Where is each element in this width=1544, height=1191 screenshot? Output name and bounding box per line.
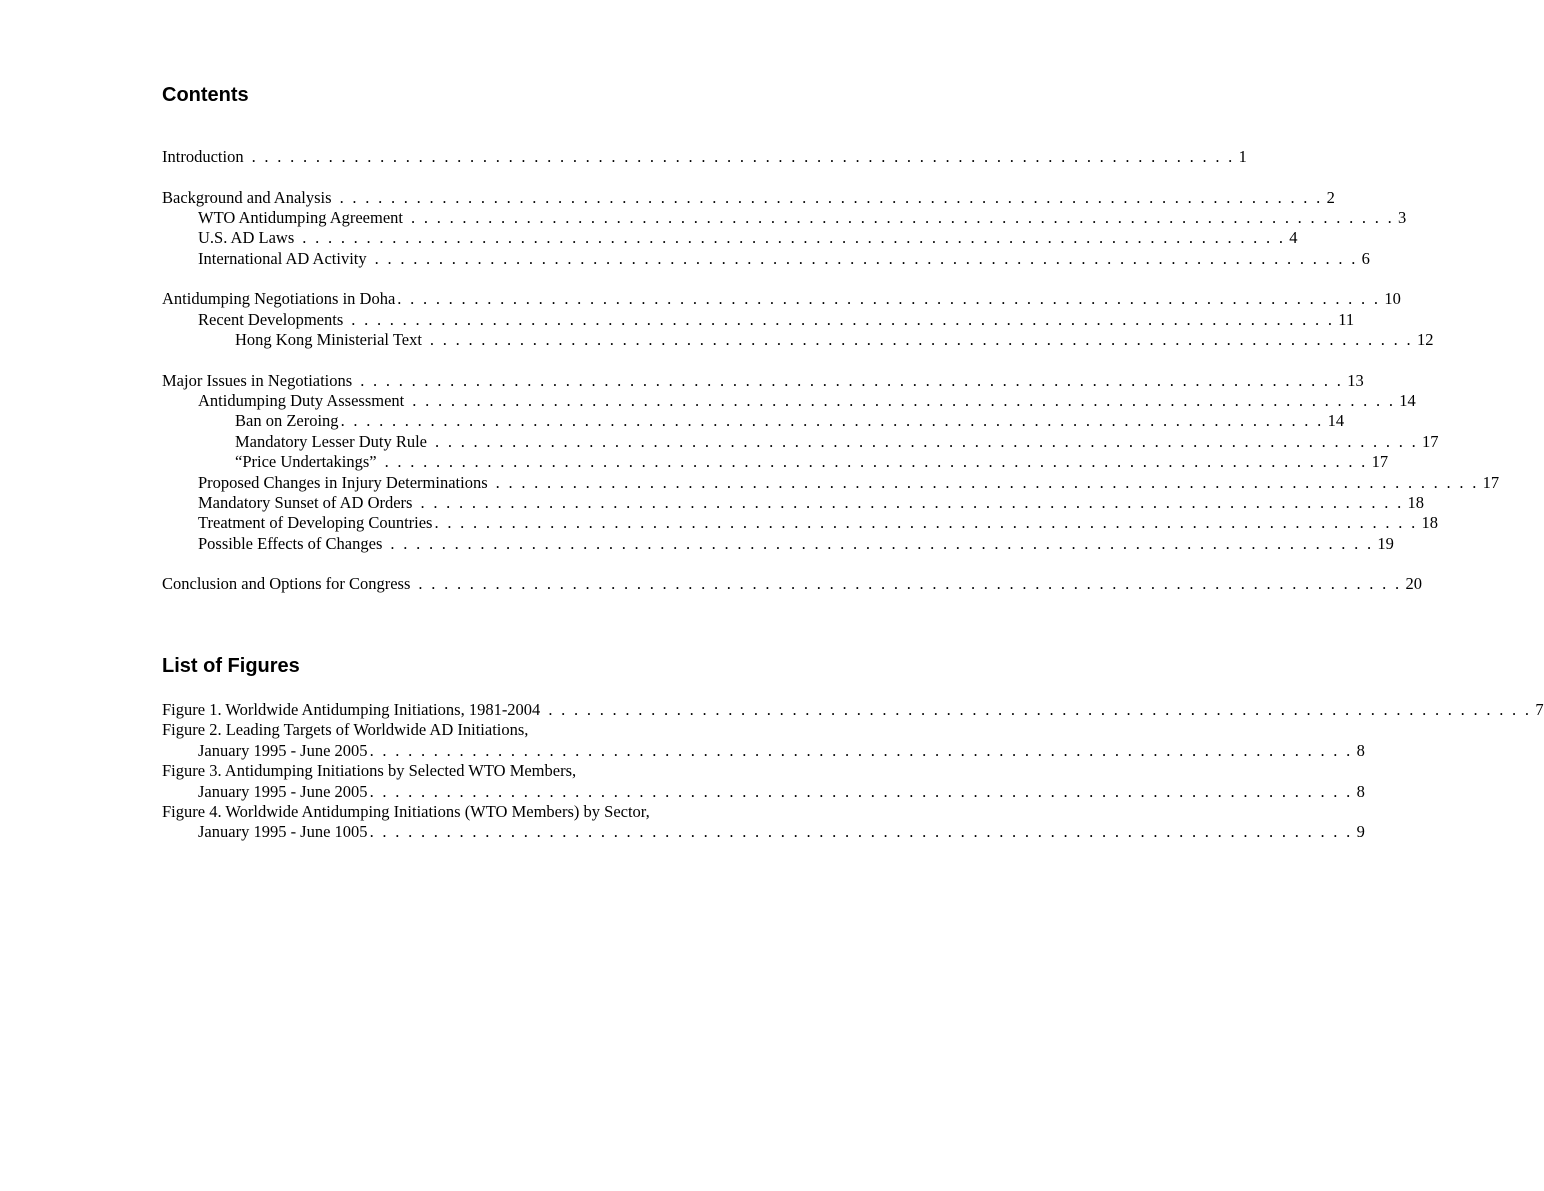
toc-entry-antidumping-duty-assessment[interactable] (162, 391, 1416, 411)
dot-leader: . . . . . . . . . . . . . . . . . . . . . . . . . . . . . . . . . . . . . . . . . . . . . . . . . . . . . . . . . . . . . . . . . . . . . . . . . . . . . (412, 391, 1396, 411)
toc-page-number: 1 (1238, 147, 1247, 166)
toc-entry-label: Mandatory Lesser Duty Rule (235, 431, 427, 451)
figure-page-number: 9 (1356, 822, 1365, 842)
toc-entry-antidumping-negotiations-in-doha[interactable] (162, 289, 1401, 309)
dot-leader: . . . . . . . . . . . . . . . . . . . . . . . . . . . . . . . . . . . . . . . . . . . . . . . . . . . . . . . . . . . . . . . . . . . . . . . . . . . . . (369, 822, 1353, 842)
figure-page-number: 8 (1356, 740, 1365, 760)
toc-entry-label: Hong Kong Ministerial Text (235, 330, 422, 350)
figure-entry-label: Figure 1. Worldwide Antidumping Initiations, 1981-2004 (162, 700, 541, 719)
dot-leader: . . . . . . . . . . . . . . . . . . . . . . . . . . . . . . . . . . . . . . . . . . . . . . . . . . . . . . . . . . . . . . . . . . . . . . . . . . . . . (411, 207, 1395, 227)
figure-entry-2-title[interactable]: Figure 2. Leading Targets of Worldwide AD Initiations, (162, 720, 529, 740)
toc-entry-proposed-changes-in-injury-determinations[interactable] (162, 472, 1500, 493)
toc-page-number: 2 (1326, 187, 1335, 207)
toc-entry-label: Ban on Zeroing (235, 411, 339, 431)
toc-entry-label: Recent Developments (198, 309, 344, 329)
figure-entry-2[interactable] (162, 740, 1365, 761)
list-of-figures (162, 700, 1544, 843)
figure-entry-continuation: January 1995 - June 2005 (198, 781, 368, 801)
dot-leader: . . . . . . . . . . . . . . . . . . . . . . . . . . . . . . . . . . . . . . . . . . . . . . . . . . . . . . . . . . . . . . . . . . . . . . . . . . . . . (374, 248, 1358, 268)
toc-page-number: 11 (1338, 309, 1355, 329)
toc-page-number: 17 (1371, 452, 1389, 472)
toc-page-number: 10 (1384, 289, 1401, 309)
dot-leader: . . . . . . . . . . . . . . . . . . . . . . . . . . . . . . . . . . . . . . . . . . . . . . . . . . . . . . . . . . . . . . . . . . . . . . . . . . . . . (384, 452, 1368, 472)
figure-entry-4-title[interactable]: Figure 4. Worldwide Antidumping Initiations (WTO Members) by Sector, (162, 801, 650, 821)
toc-entry-hong-kong-ministerial-text[interactable] (162, 330, 1434, 350)
dot-leader: . . . . . . . . . . . . . . . . . . . . . . . . . . . . . . . . . . . . . . . . . . . . . . . . . . . . . . . . . . . . . . . . . . . . . . . . . . . . . (360, 370, 1344, 390)
toc-page-number: 17 (1422, 431, 1439, 451)
toc-page-number: 4 (1289, 228, 1298, 248)
figure-entry-4[interactable] (162, 822, 1365, 842)
toc-page-number: 20 (1405, 574, 1422, 594)
toc-entry-label: Proposed Changes in Injury Determinations (198, 472, 488, 492)
toc-entry-introduction[interactable] (162, 147, 1247, 167)
dot-leader: . . . . . . . . . . . . . . . . . . . . . . . . . . . . . . . . . . . . . . . . . . . . . . . . . . . . . . . . . . . . . . . . . . . . . . . . . . . . . (429, 330, 1413, 350)
toc-entry-label: “Price Undertakings” (235, 452, 377, 472)
table-of-contents (162, 147, 1500, 595)
contents-heading: Contents (162, 84, 249, 106)
toc-entry-price-undertakings[interactable] (162, 452, 1389, 472)
toc-page-number: 13 (1347, 370, 1364, 390)
list-of-figures-heading: List of Figures (162, 655, 300, 677)
toc-entry-wto-antidumping-agreement[interactable] (162, 207, 1407, 228)
dot-leader: . . . . . . . . . . . . . . . . . . . . . . . . . . . . . . . . . . . . . . . . . . . . . . . . . . . . . . . . . . . . . . . . . . . . . . . . . . . . . (369, 781, 1353, 801)
toc-entry-us-ad-laws[interactable] (162, 228, 1298, 248)
toc-page-number: 12 (1416, 330, 1434, 350)
dot-leader: . . . . . . . . . . . . . . . . . . . . . . . . . . . . . . . . . . . . . . . . . . . . . . . . . . . . . . . . . . . . . . . . . . . . . . . . . . . . . (339, 187, 1323, 207)
toc-entry-conclusion-and-options-for-congress[interactable] (162, 574, 1422, 594)
figure-page-number: 7 (1535, 700, 1544, 719)
figure-entry-continuation: January 1995 - June 1005 (198, 822, 368, 842)
toc-page-number: 14 (1399, 391, 1416, 411)
toc-page-number: 3 (1398, 207, 1407, 227)
toc-entry-label: Major Issues in Negotiations (162, 370, 353, 390)
dot-leader: . . . . . . . . . . . . . . . . . . . . . . . . . . . . . . . . . . . . . . . . . . . . . . . . . . . . . . . . . . . . . . . . . . . . . . . . . . . . . (434, 513, 1418, 533)
toc-entry-label: Mandatory Sunset of AD Orders (198, 493, 413, 513)
toc-entry-label: Introduction (162, 147, 244, 166)
toc-page-number: 18 (1407, 493, 1424, 513)
toc-page-number: 14 (1327, 411, 1345, 431)
dot-leader: . . . . . . . . . . . . . . . . . . . . . . . . . . . . . . . . . . . . . . . . . . . . . . . . . . . . . . . . . . . . . . . . . . . . . . . . . . . . . (418, 574, 1402, 594)
figure-page-number: 8 (1356, 781, 1365, 801)
dot-leader: . . . . . . . . . . . . . . . . . . . . . . . . . . . . . . . . . . . . . . . . . . . . . . . . . . . . . . . . . . . . . . . . . . . . . . . . . . . . . (369, 740, 1353, 760)
figure-entry-3-title[interactable]: Figure 3. Antidumping Initiations by Selected WTO Members, (162, 761, 577, 781)
figure-entry-3[interactable] (162, 781, 1365, 802)
dot-leader: . . . . . . . . . . . . . . . . . . . . . . . . . . . . . . . . . . . . . . . . . . . . . . . . . . . . . . . . . . . . . . . . . . . . . . . . . . . . . (397, 289, 1381, 309)
dot-leader: . . . . . . . . . . . . . . . . . . . . . . . . . . . . . . . . . . . . . . . . . . . . . . . . . . . . . . . . . . . . . . . . . . . . . . . . . . . . . (548, 700, 1532, 719)
toc-entry-ban-on-zeroing[interactable] (162, 411, 1345, 431)
toc-entry-label: Conclusion and Options for Congress (162, 574, 411, 594)
toc-page-number: 19 (1377, 533, 1394, 553)
toc-entry-label: Antidumping Negotiations in Doha (162, 289, 396, 309)
dot-leader: . . . . . . . . . . . . . . . . . . . . . . . . . . . . . . . . . . . . . . . . . . . . . . . . . . . . . . . . . . . . . . . . . . . . . . . . . . . . . (351, 309, 1335, 329)
toc-entry-label: Antidumping Duty Assessment (198, 391, 405, 411)
figure-entry-1[interactable] (162, 700, 1544, 720)
toc-entry-possible-effects-of-changes[interactable] (162, 533, 1394, 554)
toc-entry-label: International AD Activity (198, 248, 367, 268)
toc-entry-label: Treatment of Developing Countries (198, 513, 433, 533)
dot-leader: . . . . . . . . . . . . . . . . . . . . . . . . . . . . . . . . . . . . . . . . . . . . . . . . . . . . . . . . . . . . . . . . . . . . . . . . . . . . . (495, 472, 1479, 492)
toc-entry-mandatory-sunset-of-ad-orders[interactable] (162, 493, 1424, 513)
toc-entry-label: U.S. AD Laws (198, 228, 295, 248)
toc-entry-mandatory-lesser-duty-rule[interactable] (162, 431, 1439, 452)
toc-entry-major-issues-in-negotiations[interactable] (162, 370, 1364, 391)
dot-leader: . . . . . . . . . . . . . . . . . . . . . . . . . . . . . . . . . . . . . . . . . . . . . . . . . . . . . . . . . . . . . . . . . . . . . . . . . . . . . (420, 493, 1404, 513)
toc-entry-international-ad-activity[interactable] (162, 248, 1370, 269)
toc-entry-background-and-analysis[interactable] (162, 187, 1335, 208)
toc-page-number: 6 (1361, 248, 1370, 268)
toc-entry-label: Possible Effects of Changes (198, 533, 383, 553)
dot-leader: . . . . . . . . . . . . . . . . . . . . . . . . . . . . . . . . . . . . . . . . . . . . . . . . . . . . . . . . . . . . . . . . . . . . . . . . . . . . . (340, 411, 1324, 431)
toc-entry-label: WTO Antidumping Agreement (198, 207, 404, 227)
figure-entry-continuation: January 1995 - June 2005 (198, 740, 368, 760)
toc-entry-treatment-of-developing-countries[interactable] (162, 513, 1439, 533)
toc-entry-label: Background and Analysis (162, 187, 332, 207)
dot-leader: . . . . . . . . . . . . . . . . . . . . . . . . . . . . . . . . . . . . . . . . . . . . . . . . . . . . . . . . . . . . . . . . . . . . . . . . . . . . . (302, 228, 1286, 248)
dot-leader: . . . . . . . . . . . . . . . . . . . . . . . . . . . . . . . . . . . . . . . . . . . . . . . . . . . . . . . . . . . . . . . . . . . . . . . . . . . . . (390, 533, 1374, 553)
toc-page-number: 17 (1482, 472, 1500, 492)
dot-leader: . . . . . . . . . . . . . . . . . . . . . . . . . . . . . . . . . . . . . . . . . . . . . . . . . . . . . . . . . . . . . . . . . . . . . . . . . . . . . (435, 431, 1419, 451)
toc-entry-recent-developments[interactable] (162, 309, 1355, 330)
dot-leader: . . . . . . . . . . . . . . . . . . . . . . . . . . . . . . . . . . . . . . . . . . . . . . . . . . . . . . . . . . . . . . . . . . . . . . . . . . . . . (251, 147, 1235, 166)
toc-page-number: 18 (1421, 513, 1439, 533)
